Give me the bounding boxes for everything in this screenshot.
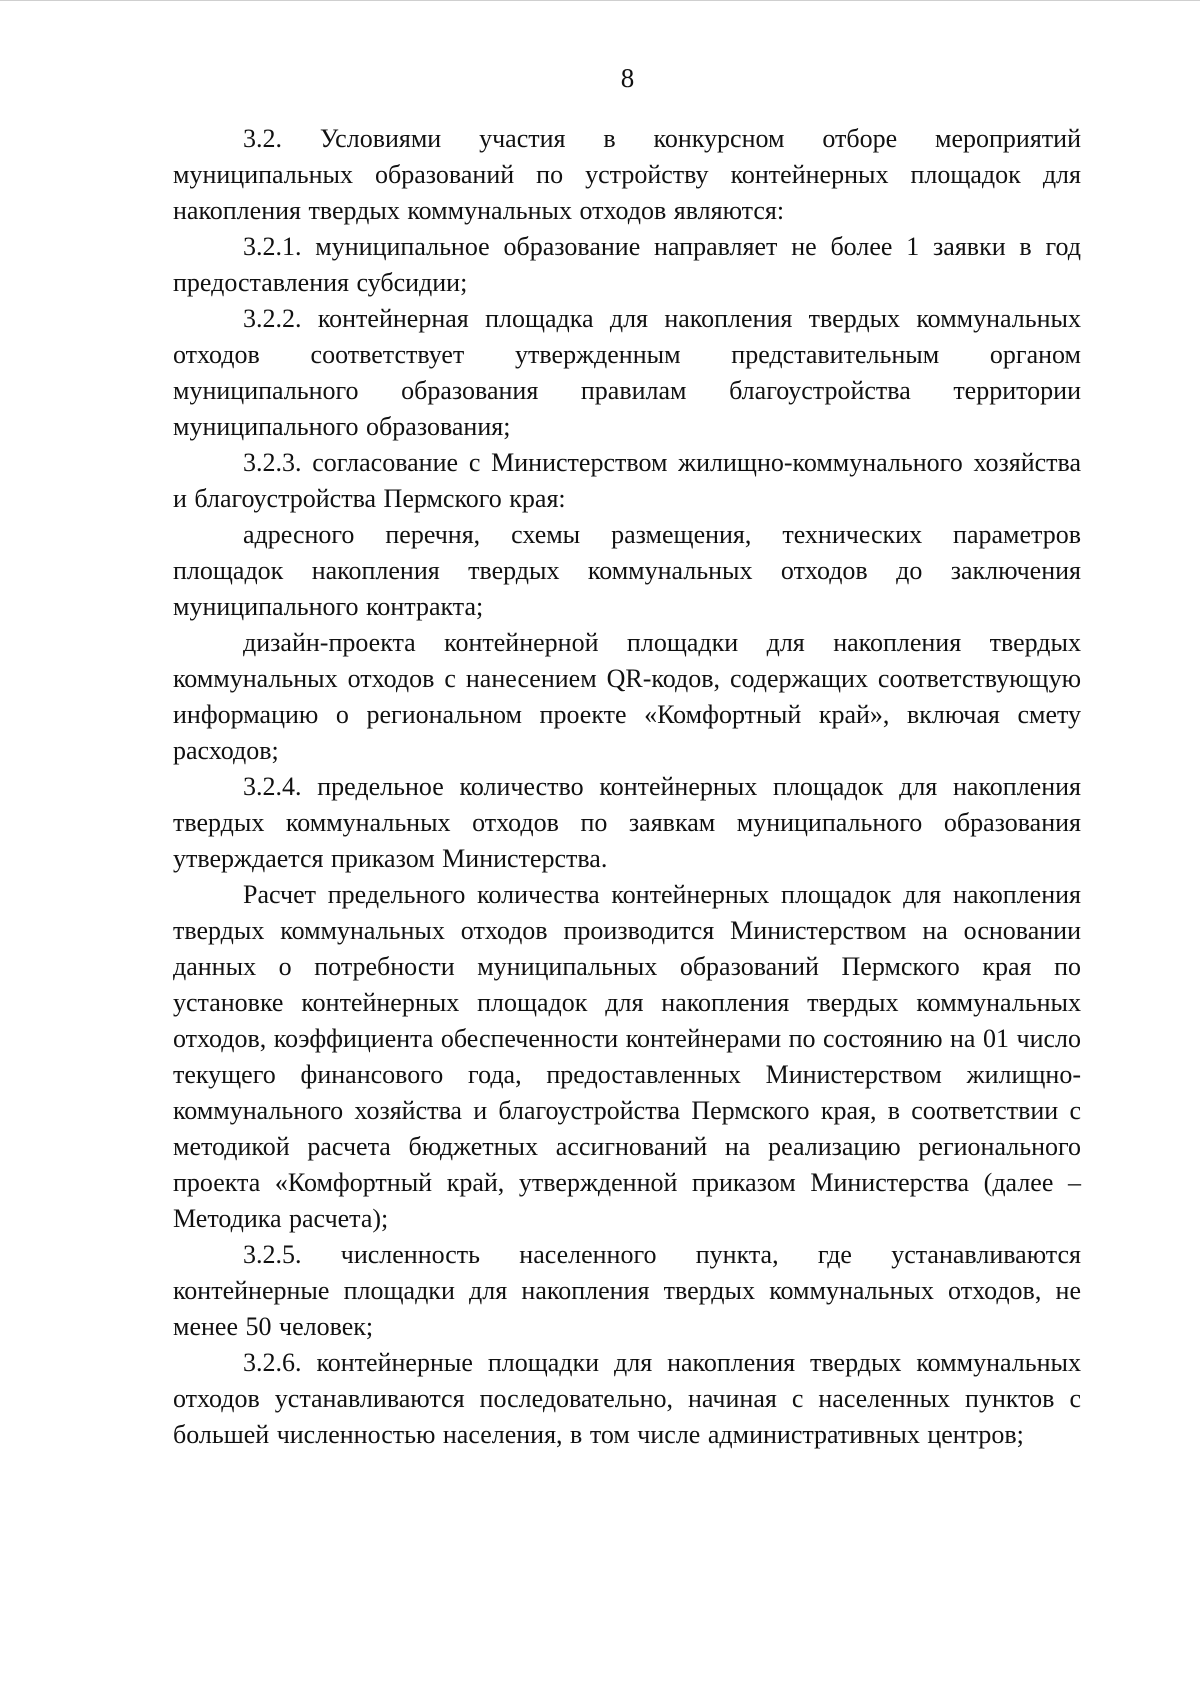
paragraph-address-list: адресного перечня, схемы размещения, технических параметров площадок накопления твердых коммунальных отходов до заключения муниципального контракта; bbox=[173, 520, 1081, 621]
paragraph-3-2-3: 3.2.3. согласование с Министерством жилищно-коммунального хозяйства и благоустройства Пермского края: bbox=[173, 448, 1081, 513]
paragraph-3-2-6: 3.2.6. контейнерные площадки для накопления твердых коммунальных отходов устанавливаются последовательно, начиная с населенных пунктов с большей численностью населения, в том числе административных центров; bbox=[173, 1348, 1081, 1449]
paragraph-3-2: 3.2. Условиями участия в конкурсном отборе мероприятий муниципальных образований по устройству контейнерных площадок для накопления твердых коммунальных отходов являются: bbox=[173, 124, 1081, 225]
paragraph-design-project: дизайн-проекта контейнерной площадки для накопления твердых коммунальных отходов с нанесением QR-кодов, содержащих соответствующую информацию о региональном проекте «Комфортный край», включая смету расходов; bbox=[173, 628, 1081, 765]
document-body bbox=[173, 121, 1081, 1453]
paragraph-3-2-1: 3.2.1. муниципальное образование направляет не более 1 заявки в год предоставления субсидии; bbox=[173, 232, 1081, 297]
paragraph-3-2-5: 3.2.5. численность населенного пункта, где устанавливаются контейнерные площадки для накопления твердых коммунальных отходов, не менее 50 человек; bbox=[173, 1240, 1081, 1341]
paragraph-3-2-4: 3.2.4. предельное количество контейнерных площадок для накопления твердых коммунальных отходов по заявкам муниципального образования утверждается приказом Министерства. bbox=[173, 772, 1081, 873]
page-number: 8 bbox=[620, 63, 635, 93]
paragraph-calculation: Расчет предельного количества контейнерных площадок для накопления твердых коммунальных отходов производится Министерством на основании данных о потребности муниципальных образований Пермского края по установке контейнерных площадок для накопления твердых коммунальных отходов, коэффициента обеспеченности контейнерами по состоянию на 01 число текущего финансового года, предоставленных Министерством жилищно-коммунального хозяйства и благоустройства Пермского края, в соответствии с методикой расчета бюджетных ассигнований на реализацию регионального проекта «Комфортный край, утвержденной приказом Министерства (далее – Методика расчета); bbox=[173, 880, 1081, 1233]
paragraph-3-2-2: 3.2.2. контейнерная площадка для накопления твердых коммунальных отходов соответствует утвержденным представительным органом муниципального образования правилам благоустройства территории муниципального образования; bbox=[173, 304, 1081, 441]
